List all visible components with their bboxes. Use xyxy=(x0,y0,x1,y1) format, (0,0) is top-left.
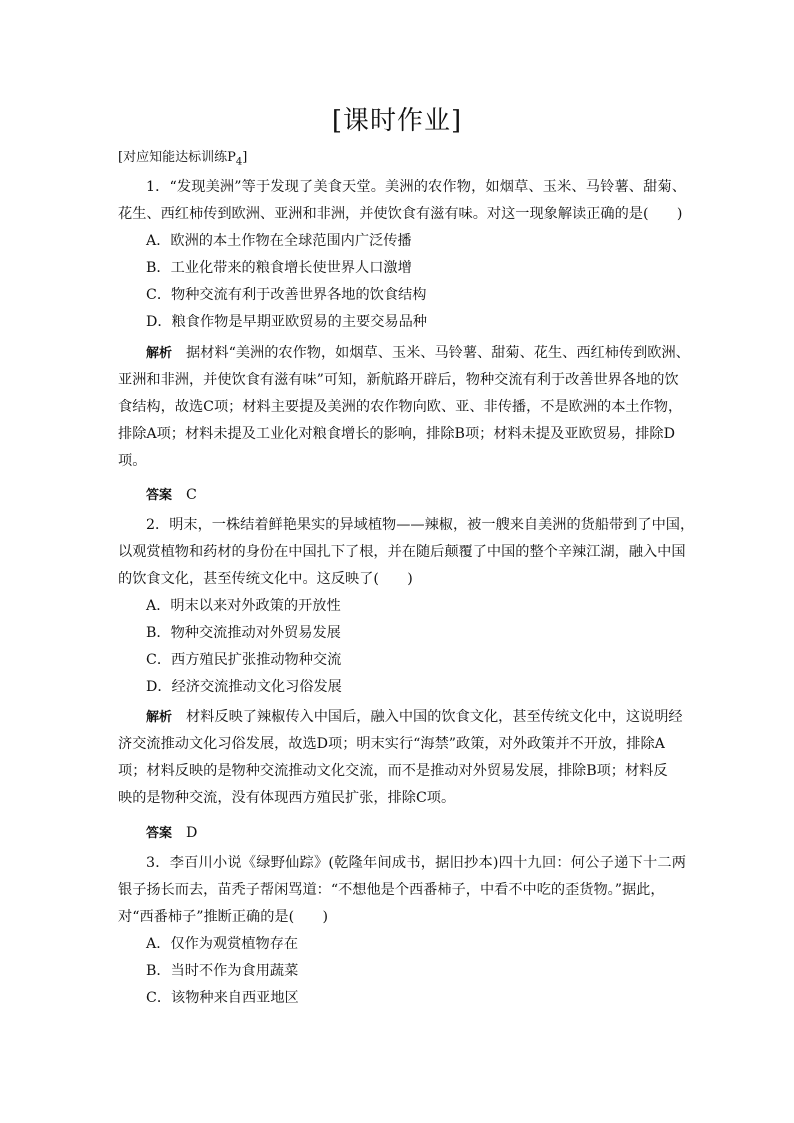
q2-analysis-line-1: 解析 材料反映了辣椒传入中国后，融入中国的饮食文化，甚至传统文化中，这说明经 xyxy=(146,709,683,725)
q1-stem-line-2: 花生、西红柿传到欧洲、亚洲和非洲，并使饮食有滋有味。对这一现象解读正确的是( ) xyxy=(118,206,683,222)
reference-note: [对应知能达标训练$P_4$] xyxy=(118,150,248,168)
analysis-label: 解析 xyxy=(146,710,173,725)
q2-answer: 答案 D xyxy=(146,825,198,841)
q1-answer: 答案 C xyxy=(146,487,197,503)
analysis-label: 解析 xyxy=(146,346,173,361)
q1-stem-line-1: 1．“发现美洲”等于发现了美食天堂。美洲的农作物，如烟草、玉米、马铃薯、甜菊、 xyxy=(146,179,686,195)
q2-option-b: B．物种交流推动对外贸易发展 xyxy=(146,625,341,641)
q3-option-a: A．仅作为观赏植物存在 xyxy=(146,936,299,952)
q2-analysis-line-4: 映的是物种交流，没有体现西方殖民扩张，排除C项。 xyxy=(118,790,456,806)
q3-option-b: B．当时不作为食用蔬菜 xyxy=(146,963,299,979)
q2-analysis-line-3: 项；材料反映的是物种交流推动文化交流，而不是推动对外贸易发展，排除B项；材料反 xyxy=(118,763,668,779)
q2-stem-line-2: 以观赏植物和药材的身份在中国扎下了根，并在随后颠覆了中国的整个辛辣江湖，融入中国 xyxy=(118,544,686,560)
q2-stem-line-3: 的饮食文化，甚至传统文化中。这反映了( ) xyxy=(118,571,413,587)
q2-option-c: C．西方殖民扩张推动物种交流 xyxy=(146,652,342,668)
q3-stem-line-1: 3．李百川小说《绿野仙踪》(乾隆年间成书，据旧抄本)四十九回：何公子递下十二两 xyxy=(146,855,686,871)
q1-option-d: D．粮食作物是早期亚欧贸易的主要交易品种 xyxy=(146,314,427,330)
q1-option-b: B．工业化带来的粮食增长使世界人口激增 xyxy=(146,260,412,276)
q3-stem-line-3: 对“西番柿子”推断正确的是( ) xyxy=(118,909,329,925)
q1-analysis-line-4: 排除A项；材料未提及工业化对粮食增长的影响，排除B项；材料未提及亚欧贸易，排除D xyxy=(118,426,675,442)
q1-option-a: A．欧洲的本土作物在全球范围内广泛传播 xyxy=(146,233,412,249)
q2-stem-line-1: 2．明末，一株结着鲜艳果实的异域植物——辣椒，被一艘来自美洲的货船带到了中国， xyxy=(146,517,695,533)
q1-analysis-line-3: 食结构，故选C项；材料主要提及美洲的农作物向欧、亚、非传播，不是欧洲的本土作物， xyxy=(118,399,683,415)
q2-option-a: A．明末以来对外政策的开放性 xyxy=(146,598,341,614)
answer-label: 答案 xyxy=(146,488,173,503)
q3-stem-line-2: 银子扬长而去，苗秃子帮闲骂道：“不想他是个西番柿子，中看不中吃的歪货物。”据此， xyxy=(118,882,665,898)
q1-analysis-line-1: 解析 据材料“美洲的农作物，如烟草、玉米、马铃薯、甜菊、花生、西红柿传到欧洲、 xyxy=(146,345,690,361)
page-title: [课时作业] xyxy=(331,106,463,136)
q2-option-d: D．经济交流推动文化习俗发展 xyxy=(146,679,342,695)
q1-analysis-line-2: 亚洲和非洲，并使饮食有滋有味”可知，新航路开辟后，物种交流有利于改善世界各地的饮 xyxy=(118,372,679,388)
q3-option-c: C．该物种来自西亚地区 xyxy=(146,990,299,1006)
q2-analysis-line-2: 济交流推动文化习俗发展，故选D项；明末实行“海禁”政策，对外政策并不开放，排除A xyxy=(118,736,665,752)
answer-label: 答案 xyxy=(146,826,173,841)
q1-option-c: C．物种交流有利于改善世界各地的饮食结构 xyxy=(146,287,427,303)
q1-analysis-line-5: 项。 xyxy=(118,453,147,469)
